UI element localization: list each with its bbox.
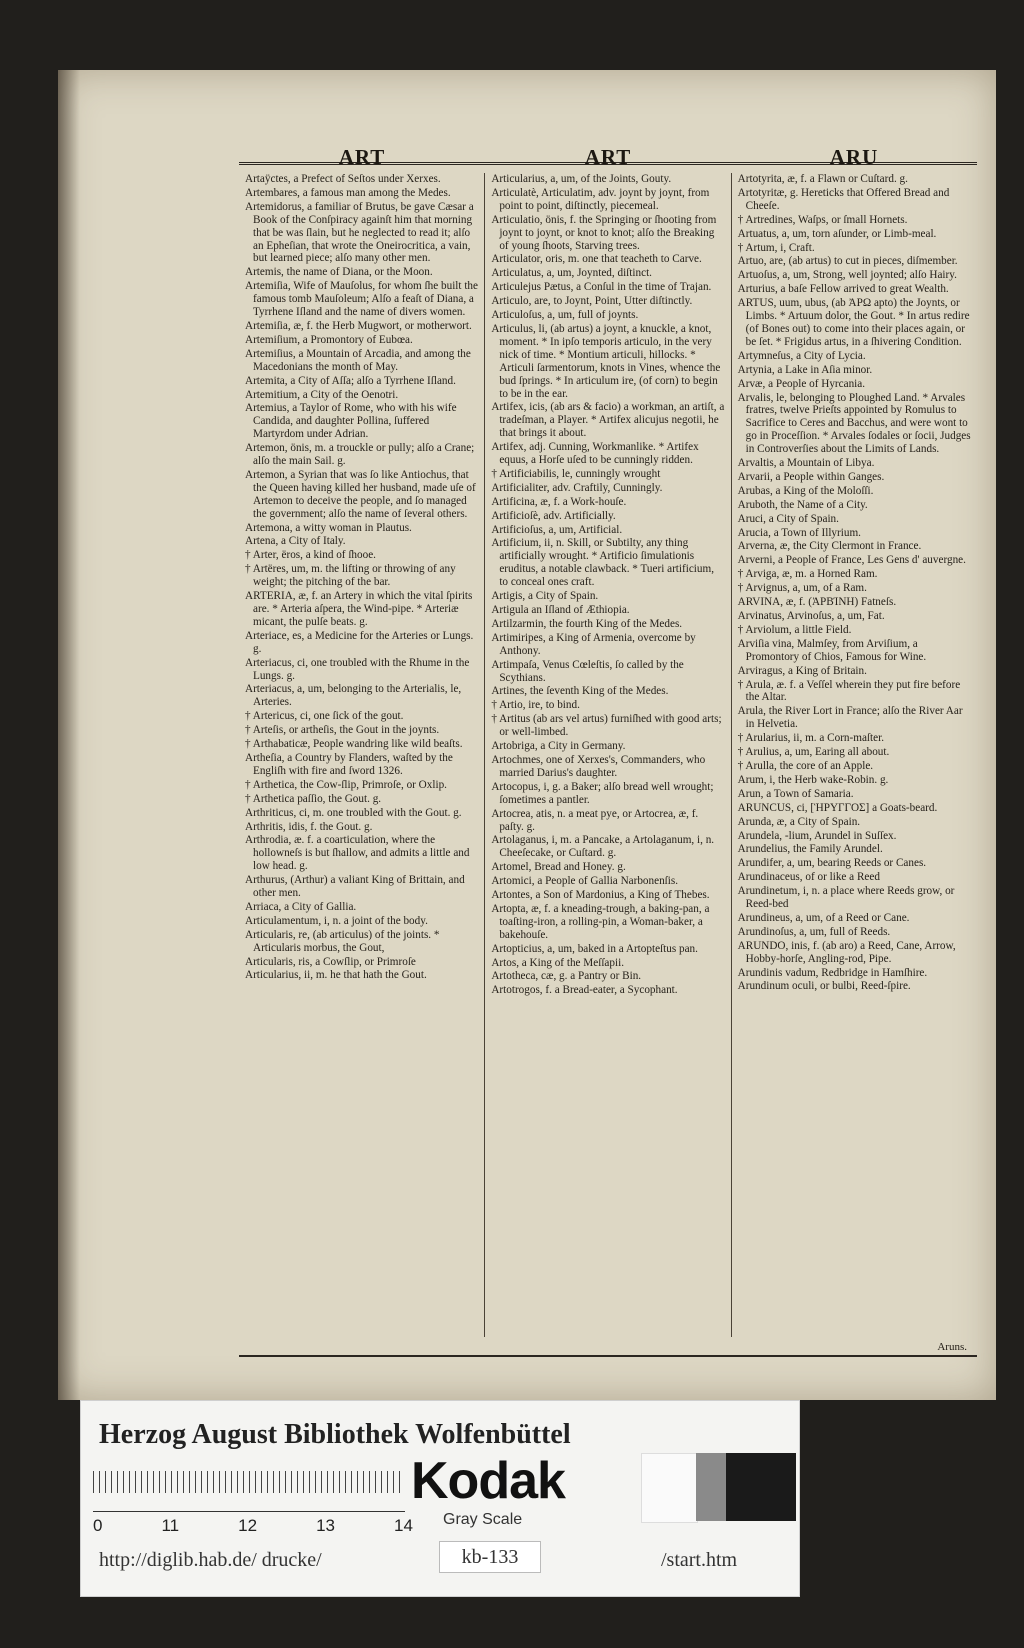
- dictionary-entry: Artopta, æ, f. a kneading-trough, a baking-pan, a toaſting-iron, a rolling-pin, a Woman-baker, a bakehouſe.: [491, 902, 710, 941]
- text-frame: [239, 145, 977, 1357]
- dictionary-entry: Artolaganus, i, m. a Pancake, a Artolaganum, i, n. Cheeſecake, or Cuſtard. g.: [491, 834, 715, 860]
- dictionary-entry: Artuatus, a, um, torn aſunder, or Limb-meal.: [737, 227, 937, 240]
- ruler-number: 13: [316, 1516, 336, 1535]
- spine-shadow: [58, 70, 80, 1400]
- dictionary-entry: Arundineus, a, um, of a Reed or Cane.: [737, 911, 910, 924]
- dictionary-entry: Arvæ, a People of Hyrcania.: [737, 377, 866, 390]
- dictionary-entry: Arundelius, the Family Arundel.: [737, 843, 883, 856]
- dictionary-entry: Artaÿctes, a Prefect of Seſtos under Xerxes.: [245, 173, 441, 185]
- dictionary-entry: Artificioſus, a, um, Artificial.: [491, 523, 623, 536]
- dictionary-entry: Artomel, Bread and Honey. g.: [491, 861, 626, 874]
- running-headwords: [239, 145, 977, 167]
- dictionary-entry: Articularis, ris, a Cowſlip, or Primroſe: [245, 955, 416, 968]
- dictionary-entry: Artymneſus, a City of Lycia.: [737, 349, 866, 362]
- dictionary-entry: † Arthetica, the Cow-ſlip, Primroſe, or Oxlip.: [245, 778, 447, 791]
- library-name: Herzog August Bibliothek Wolfenbüttel: [99, 1419, 571, 1450]
- dictionary-entry: † Arulius, a, um, Earing all about.: [737, 746, 890, 759]
- dictionary-entry: Arvalis, le, belonging to Ploughed Land. * Arvales fratres, twelve Prieſts appointed by Romulus to Sacrifice to Ceres and Bacchus, and were wont to go in Proceſſion. * Arvales ſodales or ſocii, Judges in Controverſies about the Limits of Lands.: [737, 391, 971, 456]
- dictionary-entry: Articulejus Pætus, a Conſul in the time of Trajan.: [491, 281, 712, 294]
- dictionary-entry: Arteriacus, a, um, belonging to the Arterialis, le, Arteries.: [245, 683, 462, 709]
- dictionary-entry: Artemidorus, a familiar of Brutus, be gave Cæsar a Book of the Conſpiracy againſt him that morning that be was ſlain, but he neglected to read it; alſo an Epheſian, that wrote the Oneirocritica, a vain, but learned piece; alſo many other men.: [245, 200, 474, 265]
- scan-code: kb-133: [439, 1541, 541, 1573]
- dictionary-entry: Artificialiter, adv. Craftily, Cunningly.: [491, 481, 663, 494]
- dictionary-entry: Arundinetum, i, n. a place where Reeds grow, or Reed-bed: [737, 885, 955, 911]
- gray-scale-label: Gray Scale: [443, 1511, 523, 1528]
- gray-swatch: [696, 1453, 726, 1521]
- headword-right: ARU: [829, 145, 879, 169]
- dictionary-entry: Artemita, a City of Aſſa; alſo a Tyrrhene Iſland.: [245, 374, 456, 387]
- dictionary-entry: Arverni, a People of France, Les Gens d' auvergne.: [737, 554, 966, 567]
- dictionary-entry: † Artitus (ab ars vel artus) furniſhed with good arts; or well-limbed.: [491, 713, 722, 739]
- dictionary-entry: Arun, a Town of Samaria.: [737, 787, 854, 800]
- dictionary-entry: Artotrogos, f. a Bread-eater, a Sycophant.: [491, 984, 678, 997]
- dictionary-entry: ARTERIA, æ, f. an Artery in which the vital ſpirits are. * Arteria aſpera, the Wind-pipe. * Arteriæ micant, the pulſe beats. g.: [245, 590, 473, 628]
- dictionary-entry: Arucia, a Town of Illyrium.: [737, 526, 861, 539]
- dictionary-entry: † Arter, ëros, a kind of ſhooe.: [245, 549, 376, 562]
- dictionary-entry: Artos, a King of the Meſſapii.: [491, 956, 624, 969]
- dictionary-entry: † Arteſis, or artheſis, the Gout in the joynts.: [245, 724, 440, 737]
- dictionary-entry: Articuloſus, a, um, full of joynts.: [491, 309, 639, 322]
- dictionary-entry: Arteriacus, ci, one troubled with the Rhume in the Lungs. g.: [245, 656, 470, 682]
- headword-left: ART: [338, 145, 386, 169]
- dictionary-entry: Arundinum oculi, or bulbi, Reed-ſpire.: [737, 980, 911, 993]
- dictionary-entry: Arula, the River Lort in France; alſo the River Aar in Helvetia.: [737, 705, 963, 731]
- dictionary-entry: Artemis, the name of Diana, or the Moon.: [245, 266, 433, 279]
- dictionary-entry: † Artredines, Waſps, or ſmall Hornets.: [737, 213, 908, 226]
- dictionary-entry: Articularius, a, um, of the Joints, Gouty.: [491, 173, 672, 185]
- dictionary-entry: Arverna, æ, the City Clermont in France.: [737, 540, 922, 553]
- color-target-card: [80, 1400, 800, 1597]
- dictionary-entry: Arvinatus, Arvinoſus, a, um, Fat.: [737, 610, 885, 622]
- dictionary-entry: Artemitium, a City of the Oenotri.: [245, 388, 399, 401]
- dictionary-entry: Artotheca, cæ, g. a Pantry or Bin.: [491, 970, 642, 983]
- dictionary-entry: Artemiſius, a Mountain of Arcadia, and among the Macedonians the month of May.: [245, 347, 471, 373]
- dictionary-entry: Arum, i, the Herb wake-Robin. g.: [737, 773, 889, 786]
- dictionary-entry: Arthurus, (Arthur) a valiant King of Brittain, and other men.: [245, 874, 465, 900]
- dictionary-entry: Arturius, a baſe Fellow arrived to great Wealth.: [737, 283, 949, 296]
- dictionary-entry: † Arviga, æ, m. a Horned Ram.: [737, 568, 878, 581]
- dictionary-entry: Arubas, a King of the Moloſſi.: [737, 484, 874, 497]
- dictionary-entry: Arriaca, a City of Gallia.: [245, 900, 357, 913]
- dictionary-entry: Arunda, æ, a City of Spain.: [737, 815, 861, 828]
- dictionary-entry: Artemon, önis, m. a trouckle or pully; alſo a Crane; alſo the main Sail. g.: [245, 442, 475, 468]
- dictionary-entry: Artimpaſa, Venus Cœleſtis, ſo called by the Scythians.: [491, 658, 684, 684]
- dictionary-entry: † Artericus, ci, one ſick of the gout.: [245, 710, 404, 723]
- dictionary-entry: Artifex, icis, (ab ars & facio) a workman, an artiſt, a tradeſman, a Player. * Artifex alicujus negotii, he that brings it about.: [491, 401, 725, 440]
- dictionary-entry: Artotyrita, æ, f. a Flawn or Cuſtard. g.: [737, 173, 908, 185]
- dictionary-entry: Artheſia, a Country by Flanders, waſted by the Engliſh with fire and ſword 1326.: [245, 751, 453, 777]
- dictionary-entry: Arundinis vadum, Redbridge in Hamſhire.: [737, 966, 928, 979]
- dictionary-entry: Artena, a City of Italy.: [245, 535, 346, 548]
- dictionary-entry: † Artum, i, Craft.: [737, 241, 815, 254]
- dictionary-entry: Artemona, a witty woman in Plautus.: [245, 521, 412, 534]
- dictionary-entry: ARVINA, æ, f. (ἈΡΒΊΝΗ) Fatneſs.: [737, 596, 897, 609]
- dictionary-entry: Arundinaceus, of or like a Reed: [737, 871, 880, 884]
- dictionary-entry: Artuo, are, (ab artus) to cut in pieces, diſmember.: [737, 255, 958, 268]
- dictionary-entry: Articulator, oris, m. one that teacheth to Carve.: [491, 253, 702, 266]
- dictionary-entry: Arundela, -lium, Arundel in Suſſex.: [737, 829, 897, 842]
- dictionary-entry: † Arularius, ii, m. a Corn-maſter.: [737, 732, 884, 745]
- white-swatch: [641, 1453, 698, 1523]
- dictionary-entry: Artopticius, a, um, baked in a Artopteſtus pan.: [491, 942, 698, 955]
- dictionary-entry: Arthrodia, æ. f. a coarticulation, where the hollowneſs is but ſhallow, and admits a little and low head. g.: [245, 834, 470, 873]
- dictionary-entry: Artilzarmin, the fourth King of the Medes.: [491, 617, 683, 630]
- dictionary-entry: Artemon, a Syrian that was ſo like Antiochus, that the Queen having killed her husband, made uſe of Artemon to deceive the people, and ſo managed the government; alſo the name of ſeveral others.: [245, 468, 476, 520]
- dictionary-entry: Articulus, li, (ab artus) a joynt, a knuckle, a knot, moment. * In ipſo temporis articulo, in the very nick of time. * Montium articuli, hillocks. * Articuli ſarmentorum, knots in Vines, whence the bud ſprings. * In articulum ire, (of corn) to begin to be in the ear.: [491, 322, 721, 400]
- url-right: /start.htm: [661, 1549, 738, 1571]
- dictionary-entry: Artocopus, i, g. a Baker; alſo bread well wrought; ſometimes a pantler.: [491, 780, 714, 806]
- dictionary-entry: Articulatus, a, um, Joynted, diſtinct.: [491, 267, 652, 280]
- dictionary-entry: † Artio, ire, to bind.: [491, 699, 580, 712]
- book-page: [58, 70, 996, 1400]
- dictionary-entry: † Arviolum, a little Field.: [737, 623, 852, 636]
- black-swatch: [726, 1453, 796, 1521]
- dictionary-entry: † Arulla, the core of an Apple.: [737, 759, 874, 772]
- dictionary-entry: Arviſia vina, Malmſey, from Arviſium, a Promontory of Chios, Famous for Wine.: [737, 637, 927, 663]
- dictionary-columns: [239, 173, 977, 1337]
- dictionary-entry: Articulatè, Articulatim, adv. joynt by joynt, from point to point, diſtinctly, piecemeal.: [491, 186, 710, 212]
- dictionary-entry: Artocrea, atis, n. a meat pye, or Artocrea, æ, f. paſty. g.: [491, 807, 699, 833]
- dictionary-entry: † Arthetica paſſio, the Gout. g.: [245, 792, 382, 805]
- ruler-number: 0: [93, 1516, 103, 1535]
- dictionary-entry: Artificina, æ, f. a Work-houſe.: [491, 495, 627, 508]
- dictionary-entry: ARUNDO, inis, f. (ab aro) a Reed, Cane, Arrow, Hobby-horſe, Angling-rod, Pipe.: [737, 939, 956, 965]
- dictionary-entry: Artomici, a People of Gallia Narbonenſis.: [491, 875, 679, 888]
- dictionary-entry: Artigis, a City of Spain.: [491, 590, 599, 603]
- dictionary-entry: Artobriga, a City in Germany.: [491, 740, 626, 753]
- dictionary-entry: Artochmes, one of Xerxes's, Commanders, who married Darius's daughter.: [491, 753, 706, 779]
- column-right: [732, 173, 977, 1337]
- catchword: Aruns.: [937, 1341, 967, 1353]
- kodak-logo: Kodak: [411, 1452, 565, 1510]
- dictionary-entry: Articulatio, önis, f. the Springing or ſhooting from joynt to joynt, or knot to knot; alſo the Breaking of young ſhoots, Starving trees.: [491, 213, 717, 252]
- dictionary-entry: Arthriticus, ci, m. one troubled with the Gout. g.: [245, 806, 462, 819]
- ruler-numbers: [93, 1516, 413, 1536]
- dictionary-entry: Arvaltis, a Mountain of Libya.: [737, 457, 875, 470]
- dictionary-entry: Articulo, are, to Joynt, Point, Utter diſtinctly.: [491, 295, 693, 308]
- dictionary-entry: Artifex, adj. Cunning, Workmanlike. * Artifex equus, a Horſe uſed to be cunningly ridden.: [491, 441, 699, 467]
- dictionary-entry: Artigula an Iſland of Æthiopia.: [491, 604, 630, 616]
- dictionary-entry: Arviragus, a King of Britain.: [737, 664, 867, 677]
- dictionary-entry: ARUNCUS, ci, [ἩΡΥΓΓΟΣ] a Goats-beard.: [737, 801, 938, 814]
- dictionary-entry: Arteriace, es, a Medicine for the Arteries or Lungs. g.: [245, 629, 474, 655]
- dictionary-entry: Articularius, ii, m. he that hath the Gout.: [245, 969, 427, 982]
- dictionary-entry: ARTUS, uum, ubus, (ab ἈΡΩ apto) the Joynts, or Limbs. * Artuum dolor, the Gout. * In artus redire (of Bones out) to come into their places again, or be ſet. * Frigidus artus, in a ſhivering Condition.: [737, 297, 970, 348]
- dictionary-entry: Artuoſus, a, um, Strong, well joynted; alſo Hairy.: [737, 269, 957, 282]
- dictionary-entry: † Arthabaticæ, People wandring like wild beaſts.: [245, 738, 463, 751]
- dictionary-entry: Artemiſium, a Promontory of Eubœa.: [245, 333, 413, 346]
- dictionary-entry: Articularis, re, (ab articulus) of the joints. * Articularis morbus, the Gout,: [245, 928, 440, 954]
- column-middle: [485, 173, 731, 1337]
- dictionary-entry: Artembares, a famous man among the Medes.: [245, 186, 451, 199]
- dictionary-entry: † Artificiabilis, le, cunningly wrought: [491, 467, 661, 480]
- scale-ruler: [93, 1471, 405, 1512]
- dictionary-entry: Artynia, a Lake in Aſia minor.: [737, 363, 873, 376]
- column-left: [239, 173, 485, 1337]
- dictionary-entry: Artificium, ii, n. Skill, or Subtilty, any thing artificially wrought. * Artificio ſimulationis eruditus, a notable clawback. * Tueri artificium, to conceal ones craft.: [491, 537, 715, 589]
- dictionary-entry: Artificioſè, adv. Artificially.: [491, 509, 616, 522]
- ruler-number: 12: [238, 1516, 258, 1535]
- dictionary-entry: Arundinoſus, a, um, full of Reeds.: [737, 925, 891, 938]
- dictionary-entry: Arundifer, a, um, bearing Reeds or Canes.: [737, 857, 927, 870]
- ruler-number: 11: [161, 1516, 180, 1535]
- dictionary-entry: Aruboth, the Name of a City.: [737, 498, 868, 511]
- dictionary-entry: Aruci, a City of Spain.: [737, 512, 839, 525]
- dictionary-entry: Arthritis, idis, f. the Gout. g.: [245, 820, 373, 833]
- dictionary-entry: † Arvignus, a, um, of a Ram.: [737, 582, 867, 595]
- dictionary-entry: † Arula, æ. f. a Veſſel wherein they put fire before the Altar.: [737, 678, 961, 704]
- dictionary-entry: Artontes, a Son of Mardonius, a King of Thebes.: [491, 889, 710, 902]
- dictionary-entry: Arvarii, a People within Ganges.: [737, 470, 885, 483]
- dictionary-entry: Artemius, a Taylor of Rome, who with his wife Candida, and daughter Pollina, ſuffered Martyrdom under Adrian.: [245, 402, 457, 441]
- dictionary-entry: Artimiripes, a King of Armenia, overcome by Anthony.: [491, 631, 696, 657]
- dictionary-entry: Articulamentum, i, n. a joint of the body.: [245, 914, 428, 927]
- ruler-number: 14: [394, 1516, 413, 1535]
- dictionary-entry: Artines, the ſeventh King of the Medes.: [491, 685, 669, 698]
- dictionary-entry: Artotyritæ, g. Hereticks that Offered Bread and Cheeſe.: [737, 186, 950, 212]
- url-left: http://diglib.hab.de/ drucke/: [99, 1549, 322, 1571]
- dictionary-entry: Artemiſia, æ, f. the Herb Mugwort, or motherwort.: [245, 319, 472, 332]
- headword-center: ART: [584, 145, 632, 169]
- dictionary-entry: Artemiſia, Wife of Mauſolus, for whom ſhe built the famous tomb Mauſoleum; Alſo a feaſt of Diana, a Tyrrhene Iſland and the name of divers women.: [245, 280, 478, 319]
- dictionary-entry: † Artëres, um, m. the lifting or throwing of any weight; the pitching of the bar.: [245, 563, 456, 589]
